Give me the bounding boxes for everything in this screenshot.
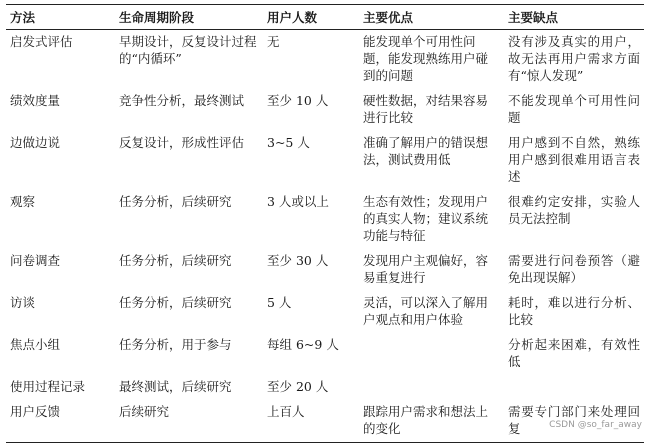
cell-method: 访谈 <box>10 295 36 310</box>
header-pros: 主要优点 <box>359 5 504 30</box>
cell-method: 用户反馈 <box>6 400 115 443</box>
cell-pros <box>359 375 504 400</box>
table-row <box>6 131 644 190</box>
cell-cons: 需要进行问卷预答（避免出现误解） <box>508 253 640 285</box>
header-cons: 主要缺点 <box>504 5 644 30</box>
cell-pros: 发现用户主观偏好，容易重复进行 <box>363 253 489 285</box>
table-row <box>6 291 644 333</box>
cell-stage: 早期设计，反复设计过程的“内循环” <box>119 34 257 66</box>
cell-method: 问卷调查 <box>10 253 61 268</box>
header-method: 方法 <box>6 5 115 30</box>
usability-methods-table <box>6 4 644 443</box>
cell-stage: 后续研究 <box>115 400 263 443</box>
cell-method: 使用过程记录 <box>10 379 86 394</box>
cell-cons <box>504 375 644 400</box>
watermark: CSDN @so_far_away <box>549 420 642 430</box>
cell-pros: 跟踪用户需求和想法上的变化 <box>359 400 504 443</box>
table-row <box>6 190 644 249</box>
cell-cons: 没有涉及真实的用户，故无法再用户需求方面有“惊人发现” <box>508 34 640 83</box>
cell-users: 至少 20 人 <box>267 379 329 394</box>
cell-cons: 不能发现单个可用性问题 <box>508 93 640 125</box>
cell-users: 无 <box>267 34 280 49</box>
table-header-row <box>6 5 644 30</box>
cell-stage: 任务分析，后续研究 <box>119 253 232 268</box>
cell-cons: 需要专门部门来处理回复 <box>504 400 644 443</box>
cell-method: 边做边说 <box>10 135 61 150</box>
cell-pros: 准确了解用户的错误想法，测试费用低 <box>363 135 489 167</box>
header-stage: 生命周期阶段 <box>115 5 263 30</box>
cell-pros: 灵活，可以深入了解用户观点和用户体验 <box>363 295 489 327</box>
cell-cons: 很难约定安排，实验人员无法控制 <box>508 194 640 226</box>
header-users: 用户人数 <box>263 5 359 30</box>
cell-method: 观察 <box>10 194 36 209</box>
cell-stage: 任务分析，用于参与 <box>119 337 232 352</box>
table-row <box>6 249 644 291</box>
table-row <box>6 375 644 400</box>
cell-stage: 任务分析，后续研究 <box>119 295 232 310</box>
document-page <box>6 4 644 443</box>
cell-users: 每组 6~9 人 <box>267 337 339 352</box>
cell-cons: 用户感到不自然，熟练用户感到很难用语言表述 <box>508 135 640 184</box>
cell-pros: 能发现单个可用性问题，能发现熟练用户碰到的问题 <box>363 34 489 83</box>
cell-users: 至少 30 人 <box>267 253 329 268</box>
cell-users: 至少 10 人 <box>267 93 329 108</box>
cell-method: 启发式评估 <box>10 34 73 49</box>
cell-stage: 最终测试，后续研究 <box>119 379 232 394</box>
cell-stage: 竞争性分析，最终测试 <box>119 93 245 108</box>
cell-pros: 生态有效性；发现用户的真实人物；建议系统功能与特征 <box>363 194 489 243</box>
cell-cons: 分析起来困难，有效性低 <box>508 337 640 369</box>
cell-cons: 耗时，难以进行分析、比较 <box>508 295 640 327</box>
cell-stage: 反复设计，形成性评估 <box>119 135 245 150</box>
table-row <box>6 30 644 90</box>
table-row <box>6 333 644 375</box>
cell-pros: 硬性数据，对结果容易进行比较 <box>363 93 489 125</box>
cell-users: 上百人 <box>263 400 359 443</box>
cell-users: 3 人或以上 <box>267 194 329 209</box>
cell-stage: 任务分析，后续研究 <box>119 194 232 209</box>
cell-method: 焦点小组 <box>10 337 61 352</box>
cell-method: 绩效度量 <box>10 93 61 108</box>
cell-users: 3~5 人 <box>267 135 310 150</box>
table-row <box>6 89 644 131</box>
cell-users: 5 人 <box>267 295 292 310</box>
cell-pros <box>359 333 504 375</box>
